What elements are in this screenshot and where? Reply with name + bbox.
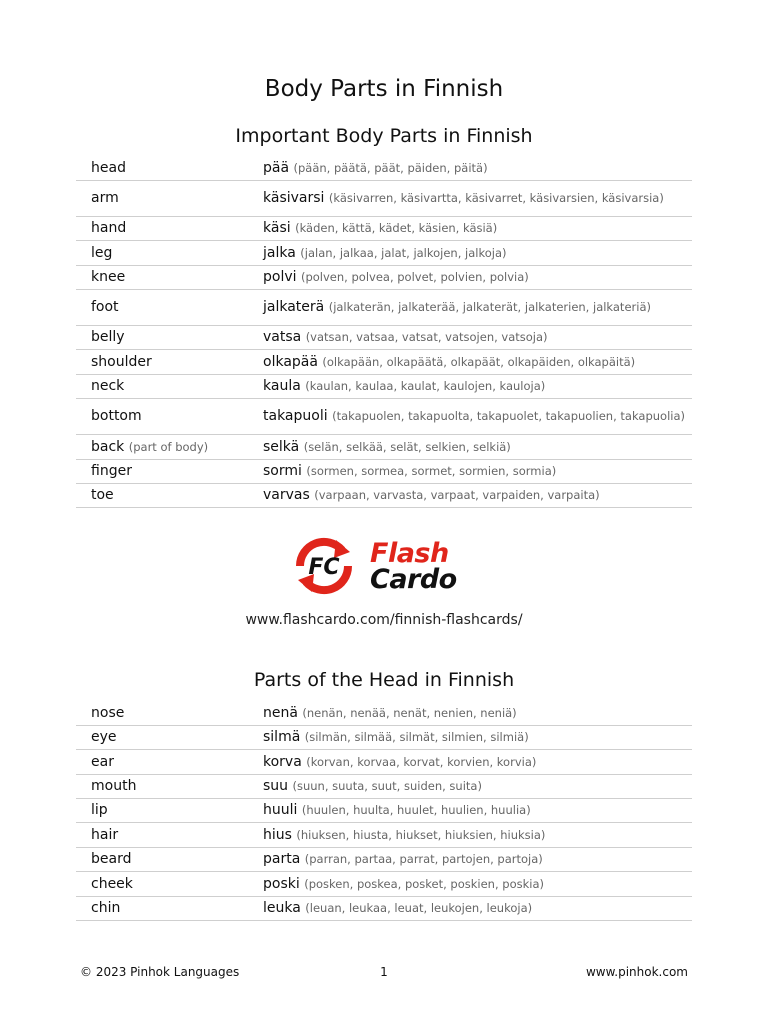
finnish-word: hius <box>263 826 292 843</box>
vocab-row <box>76 326 692 350</box>
vocab-row <box>76 290 692 326</box>
finnish-word-cell <box>263 750 692 774</box>
finnish-inflections: (sormen, sormea, sormet, sormien, sormia) <box>306 463 557 478</box>
vocab-row <box>76 847 692 871</box>
english-word: arm <box>91 190 119 207</box>
english-word: ear <box>91 753 114 770</box>
english-word-cell <box>76 774 263 798</box>
english-word-cell <box>76 750 263 774</box>
footer-copyright: © 2023 Pinhok Languages <box>80 965 240 979</box>
finnish-word: huuli <box>263 802 298 819</box>
finnish-word-cell <box>263 399 692 435</box>
english-word-cell <box>76 290 263 326</box>
english-word: head <box>91 159 126 176</box>
english-word-cell <box>76 180 263 216</box>
english-word: lip <box>91 802 108 819</box>
english-word: shoulder <box>91 353 152 370</box>
finnish-word-cell <box>263 725 692 749</box>
english-word-cell <box>76 350 263 374</box>
english-word-cell <box>76 799 263 823</box>
logo-mark: FC <box>308 555 340 580</box>
finnish-word: käsi <box>263 220 291 237</box>
flashcardo-logo[interactable] <box>288 530 488 602</box>
vocab-row <box>76 484 692 508</box>
finnish-inflections: (käsivarren, käsivartta, käsivarret, käsivarsien, käsivarsia) <box>328 191 664 206</box>
english-word-cell <box>76 435 263 459</box>
finnish-inflections: (jalkaterän, jalkaterää, jalkaterät, jalkaterien, jalkateriä) <box>328 300 651 315</box>
vocab-row <box>76 241 692 265</box>
english-word-cell <box>76 374 263 398</box>
english-word-cell <box>76 156 263 180</box>
english-word: leg <box>91 244 113 261</box>
english-word: finger <box>91 462 132 479</box>
finnish-word-cell <box>263 290 692 326</box>
english-word: toe <box>91 487 114 504</box>
finnish-word-cell <box>263 823 692 847</box>
vocab-row <box>76 823 692 847</box>
finnish-word: olkapää <box>263 353 318 370</box>
english-note: (part of body) <box>128 439 209 454</box>
finnish-inflections: (silmän, silmää, silmät, silmien, silmiä) <box>304 730 529 745</box>
finnish-word: poski <box>263 875 300 892</box>
vocab-row <box>76 374 692 398</box>
page-title: Body Parts in Finnish <box>264 76 504 102</box>
finnish-inflections: (selän, selkää, selät, selkien, selkiä) <box>303 439 511 454</box>
finnish-word-cell <box>263 847 692 871</box>
vocab-row <box>76 774 692 798</box>
section-heading-body-parts: Important Body Parts in Finnish <box>235 125 533 147</box>
vocab-row <box>76 399 692 435</box>
finnish-word: käsivarsi <box>263 190 325 207</box>
finnish-inflections: (parran, partaa, parrat, partojen, partoja) <box>304 852 543 867</box>
vocab-table-head-parts <box>76 701 692 921</box>
flashcardo-logo-icon <box>288 530 360 602</box>
vocab-row <box>76 872 692 896</box>
logo-text-cardo: Cardo <box>370 564 457 595</box>
finnish-word: vatsa <box>263 329 302 346</box>
vocab-row <box>76 350 692 374</box>
vocab-row <box>76 156 692 180</box>
english-word-cell <box>76 823 263 847</box>
english-word-cell <box>76 725 263 749</box>
footer-page-number: 1 <box>380 965 388 979</box>
finnish-word-cell <box>263 216 692 240</box>
finnish-inflections: (vatsan, vatsaa, vatsat, vatsojen, vatsoja) <box>305 330 548 345</box>
finnish-word-cell <box>263 180 692 216</box>
finnish-word-cell <box>263 374 692 398</box>
english-word-cell <box>76 847 263 871</box>
logo-text-flash: Flash <box>370 538 449 569</box>
finnish-word-cell <box>263 156 692 180</box>
finnish-word-cell <box>263 350 692 374</box>
finnish-word: sormi <box>263 462 302 479</box>
english-word-cell <box>76 216 263 240</box>
finnish-word-cell <box>263 484 692 508</box>
english-word: foot <box>91 299 119 316</box>
finnish-word-cell <box>263 435 692 459</box>
english-word: bottom <box>91 408 142 425</box>
vocab-row <box>76 216 692 240</box>
finnish-inflections: (posken, poskea, posket, poskien, poskia) <box>304 876 544 891</box>
finnish-word: parta <box>263 851 301 868</box>
finnish-word: selkä <box>263 438 300 455</box>
finnish-inflections: (korvan, korvaa, korvat, korvien, korvia) <box>306 754 537 769</box>
vocab-row <box>76 459 692 483</box>
english-word-cell <box>76 326 263 350</box>
section-heading-head-parts: Parts of the Head in Finnish <box>253 669 515 691</box>
english-word: neck <box>91 378 125 395</box>
finnish-inflections: (nenän, nenää, nenät, nenien, neniä) <box>302 705 517 720</box>
finnish-inflections: (leuan, leukaa, leuat, leukojen, leukoja) <box>305 900 533 915</box>
vocab-row <box>76 701 692 725</box>
finnish-word: nenä <box>263 704 298 721</box>
vocab-row <box>76 896 692 920</box>
english-word: belly <box>91 329 125 346</box>
finnish-inflections: (pään, päätä, päät, päiden, päitä) <box>293 160 488 175</box>
english-word-cell <box>76 265 263 289</box>
english-word: eye <box>91 729 117 746</box>
english-word: hand <box>91 220 127 237</box>
finnish-inflections: (hiuksen, hiusta, hiukset, hiuksien, hiuksia) <box>296 827 546 842</box>
finnish-word: jalka <box>263 244 296 261</box>
vocab-row <box>76 265 692 289</box>
finnish-word-cell <box>263 774 692 798</box>
english-word-cell <box>76 896 263 920</box>
english-word-cell <box>76 241 263 265</box>
english-word-cell <box>76 399 263 435</box>
finnish-inflections: (huulen, huulta, huulet, huulien, huulia) <box>301 803 531 818</box>
finnish-word: varvas <box>263 487 310 504</box>
footer-website[interactable]: www.pinhok.com <box>585 965 688 979</box>
english-word-cell <box>76 484 263 508</box>
finnish-inflections: (suun, suuta, suut, suiden, suita) <box>292 779 482 794</box>
finnish-inflections: (polven, polvea, polvet, polvien, polvia) <box>300 270 529 285</box>
finnish-word-cell <box>263 241 692 265</box>
english-word: chin <box>91 899 121 916</box>
finnish-word: suu <box>263 778 289 795</box>
english-word-cell <box>76 701 263 725</box>
finnish-inflections: (olkapään, olkapäätä, olkapäät, olkapäiden, olkapäitä) <box>322 354 636 369</box>
finnish-word-cell <box>263 701 692 725</box>
finnish-inflections: (jalan, jalkaa, jalat, jalkojen, jalkoja) <box>300 245 507 260</box>
finnish-inflections: (varpaan, varvasta, varpaat, varpaiden, varpaita) <box>314 488 600 503</box>
english-word: nose <box>91 704 125 721</box>
vocab-table-body-parts <box>76 156 692 508</box>
english-word: beard <box>91 851 132 868</box>
english-word-cell <box>76 459 263 483</box>
finnish-word-cell <box>263 265 692 289</box>
finnish-word: kaula <box>263 378 301 395</box>
vocab-row <box>76 180 692 216</box>
finnish-word: pää <box>263 159 290 176</box>
finnish-word-cell <box>263 326 692 350</box>
flashcardo-link[interactable]: www.flashcardo.com/finnish-flashcards/ <box>245 612 523 628</box>
english-word: mouth <box>91 778 137 795</box>
vocab-row <box>76 725 692 749</box>
finnish-inflections: (käden, kättä, kädet, käsien, käsiä) <box>295 221 498 236</box>
finnish-word: korva <box>263 753 302 770</box>
finnish-word: jalkaterä <box>263 299 325 316</box>
finnish-word-cell <box>263 896 692 920</box>
finnish-inflections: (takapuolen, takapuolta, takapuolet, takapuolien, takapuolia) <box>332 409 686 424</box>
english-word: knee <box>91 269 126 286</box>
finnish-word: polvi <box>263 269 297 286</box>
finnish-word-cell <box>263 799 692 823</box>
finnish-word-cell <box>263 459 692 483</box>
vocab-row <box>76 750 692 774</box>
finnish-word-cell <box>263 872 692 896</box>
vocab-row <box>76 799 692 823</box>
english-word: hair <box>91 826 119 843</box>
finnish-inflections: (kaulan, kaulaa, kaulat, kaulojen, kauloja) <box>305 379 546 394</box>
english-word-cell <box>76 872 263 896</box>
finnish-word: leuka <box>263 899 301 916</box>
finnish-word: silmä <box>263 729 301 746</box>
vocab-row <box>76 435 692 459</box>
finnish-word: takapuoli <box>263 408 328 425</box>
english-word: cheek <box>91 875 133 892</box>
english-word: back <box>91 438 125 455</box>
